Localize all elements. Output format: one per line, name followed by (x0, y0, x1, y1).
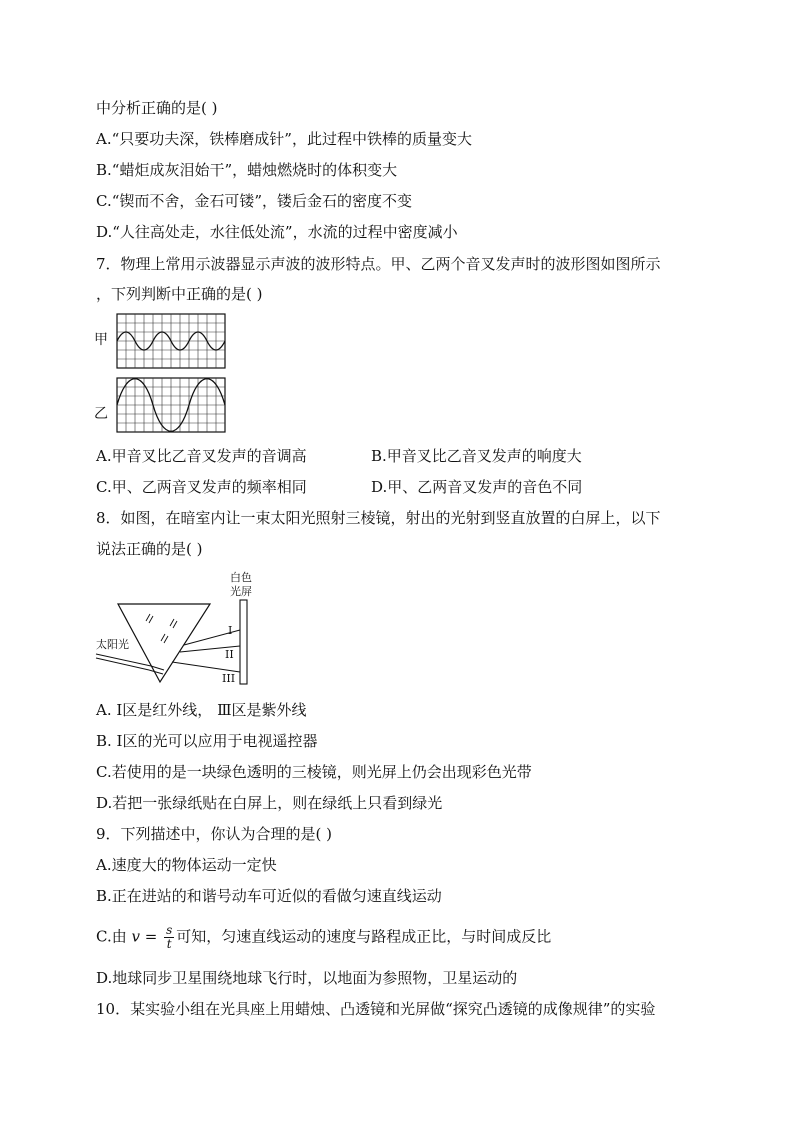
q7-label-jia: 甲 (94, 332, 108, 348)
q9-option-b: B.正在进站的和谐号动车可近似的看做匀速直线运动 (96, 887, 442, 905)
q9-option-c-eq: = (139, 927, 163, 946)
q6-option-c: C.“锲而不舍，金石可镂”，镂后金石的密度不变 (96, 192, 413, 210)
q8-option-a: A. Ⅰ区是红外线， Ⅲ区是紫外线 (96, 701, 307, 719)
q9-option-c-prefix: C.由 (96, 927, 132, 946)
q8-white-screen (240, 600, 247, 684)
q9-fraction-denominator: t (166, 937, 172, 951)
q8-option-d: D.若把一张绿纸贴在白屏上，则在绿纸上只看到绿光 (96, 794, 443, 812)
q7-option-a: A.甲音叉比乙音叉发声的音调高 (96, 447, 307, 465)
q10-stem-line1: 10．某实验小组在光具座上用蜡烛、凸透镜和光屏做“探究凸透镜的成像规律”的实验 (96, 1000, 656, 1018)
q8-sunlight-label: 太阳光 (96, 638, 129, 651)
q8-prism-hatching (146, 614, 177, 643)
q6-option-d: D.“人往高处走，水往低处流”，水流的过程中密度减小 (96, 223, 458, 241)
q9-option-c-var: v (131, 927, 140, 946)
q8-region-3: III (222, 672, 236, 685)
q7-option-d: D.甲、乙两音叉发声的音色不同 (371, 478, 583, 496)
q8-screen-label-1: 白色 (230, 571, 252, 584)
q8-screen-label-2: 光屏 (230, 585, 252, 598)
q6-option-b: B.“蜡炬成灰泪始干”，蜡烛燃烧时的体积变大 (96, 161, 398, 179)
q9-stem: 9．下列描述中，你认为合理的是( ) (96, 825, 333, 843)
q9-option-c (96, 924, 551, 951)
q7-grid-yi (117, 378, 225, 432)
q8-option-c: C.若使用的是一块绿色透明的三棱镜，则光屏上仍会出现彩色光带 (96, 763, 532, 781)
q7-stem-line1: 7．物理上常用示波器显示声波的波形特点。甲、乙两个音叉发声时的波形图如图所示 (96, 255, 661, 273)
q7-label-yi: 乙 (94, 406, 108, 422)
q8-region-2: II (225, 648, 234, 661)
q8-stem-line1: 8．如图，在暗室内让一束太阳光照射三棱镜，射出的光射到竖直放置的白屏上，以下 (96, 509, 661, 527)
q7-option-c: C.甲、乙两音叉发声的频率相同 (96, 478, 307, 496)
q9-fraction-numerator: s (166, 923, 173, 937)
q9-option-c-suffix: 可知，匀速直线运动的速度与路程成正比，与时间成反比 (176, 927, 552, 946)
q8-sunlight-beam (96, 654, 164, 674)
q7-stem-line2: ，下列判断中正确的是( ) (96, 285, 263, 303)
q8-stem-line2: 说法正确的是( ) (96, 540, 203, 558)
q7-grid-jia (117, 314, 225, 368)
q7-oscilloscope-figure (92, 310, 232, 438)
q8-option-b: B. Ⅰ区的光可以应用于电视遥控器 (96, 732, 318, 750)
q8-prism-figure (94, 566, 264, 692)
q7-option-b: B.甲音叉比乙音叉发声的响度大 (371, 447, 582, 465)
q9-velocity-fraction (164, 924, 174, 951)
q9-option-d: D.地球同步卫星围绕地球飞行时，以地面为参照物，卫星运动的 (96, 969, 518, 987)
q6-option-a: A.“只要功夫深，铁棒磨成针”，此过程中铁棒的质量变大 (96, 130, 472, 148)
q9-option-a: A.速度大的物体运动一定快 (96, 856, 277, 874)
q6-stem-tail: 中分析正确的是( ) (96, 99, 218, 117)
q8-region-1: I (228, 624, 233, 637)
